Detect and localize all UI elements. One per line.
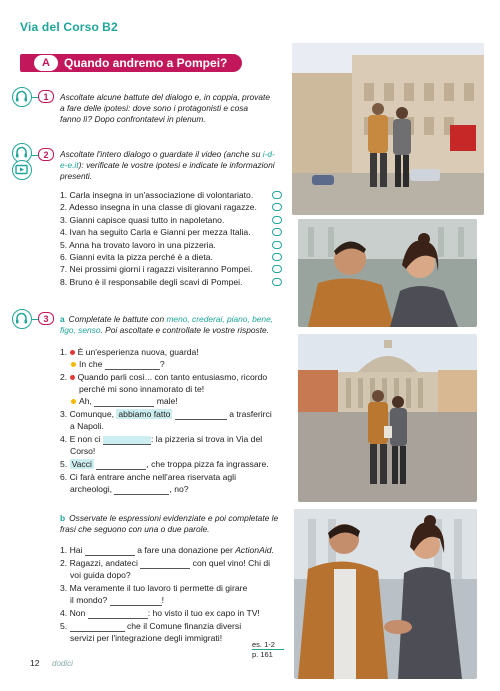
list-item: 4. Ivan ha seguito Carla e Gianni per mezza Italia.: [60, 227, 251, 238]
answer-blank[interactable]: [88, 610, 148, 619]
list-item: 5. Anna ha trovato lavoro in una pizzeria.: [60, 239, 216, 250]
speaker-dot-yellow: [71, 399, 76, 404]
line-text: , no?: [169, 484, 189, 494]
ex3a-line-3: [60, 409, 272, 420]
answer-checkbox[interactable]: [272, 241, 282, 249]
line-text: ?: [159, 359, 165, 369]
ex2-instruction-a: Ascoltate l'intero dialogo o guardate il video (anche su: [60, 149, 263, 159]
line-number: 5.: [60, 459, 68, 469]
ex3b-line-2-cont: voi guida dopo?: [70, 570, 131, 580]
line-text: !: [161, 595, 165, 605]
ex3a-text1: Completate le battute con: [68, 314, 167, 324]
ex3a-line-2: [60, 372, 267, 383]
line-text: con quel vino! Chi di: [192, 558, 271, 568]
section-title: Quando andremo a Pompei?: [64, 56, 228, 70]
ex3a-line-4: [60, 434, 262, 445]
line-number: 6.: [60, 472, 68, 482]
answer-blank[interactable]: [110, 595, 165, 606]
ex3a-line-1: [60, 347, 199, 358]
line-number: 3.: [60, 583, 68, 593]
line-number: 1.: [60, 545, 68, 555]
ex3a-line-2-cont: perché mi sono innamorato di te!: [79, 384, 205, 394]
ex1-instruction: Ascoltate alcune battute del dialogo e, in coppia, provate a fare delle ipotesi: dove sono i protagonisti e cosa fanno lì? Dopo confrontatevi in plenum.: [60, 92, 270, 125]
list-item: 8. Bruno è il responsabile degli scavi di Pompei.: [60, 276, 243, 287]
line-text: male!: [156, 396, 178, 406]
ex3b-line-5-cont: servizi per l'integrazione degli immigrati!: [70, 633, 223, 643]
answer-blank[interactable]: [85, 547, 135, 556]
ex3b-label: b: [60, 513, 66, 523]
line-number: 3.: [60, 409, 68, 419]
ex3a-line-5: [60, 459, 269, 470]
line-number: 2.: [60, 558, 68, 568]
line-text: a fare una donazione per: [137, 545, 236, 555]
photo-couple-walking-square: [292, 43, 484, 215]
ex3a-words: meno, crederai, piano, bene, figo, senso: [60, 314, 274, 336]
ex3b-line-1: 1. Hai a fare una donazione per ActionAid.: [60, 545, 274, 555]
line-number: 5.: [60, 621, 68, 631]
answer-blank[interactable]: [105, 361, 160, 370]
ex3a-line-2b: [71, 396, 178, 407]
line-text: : ho visto il tuo ex capo in TV!: [147, 608, 260, 618]
photo-couple-closeup: [298, 219, 477, 327]
answer-checkbox[interactable]: [272, 203, 282, 211]
ex3b-line-3: [60, 583, 247, 594]
ex3b-instruction: [60, 513, 285, 535]
audio-icon: [12, 309, 32, 329]
ex1-number: 1: [38, 90, 54, 103]
list-item: 1. Carla insegna in un'associazione di volontariato.: [60, 190, 254, 200]
line-text: il mondo?: [70, 595, 108, 605]
line-text: , che troppa pizza fa ingrassare.: [146, 459, 269, 469]
ex3a-line-3-cont: a Napoli.: [70, 421, 104, 431]
line-text: Ragazzi, andateci: [69, 558, 138, 568]
line-text: Non: [69, 608, 86, 618]
answer-blank[interactable]: [94, 398, 154, 407]
speaker-dot-red: [70, 375, 75, 380]
answer-blank[interactable]: [103, 436, 151, 445]
ex3a-line-1b: [71, 359, 165, 370]
exercise-reference-page: p. 161: [252, 649, 284, 659]
video-icon: [12, 160, 32, 180]
answer-checkbox[interactable]: [272, 191, 282, 199]
answer-blank[interactable]: [175, 411, 227, 420]
answer-checkbox[interactable]: [272, 216, 282, 224]
ex3-number: 3: [38, 312, 54, 325]
ex3a-label: a: [60, 314, 65, 324]
ex2-instruction-b: ): verificate le vostre ipotesi e indicate le informazioni presenti.: [60, 160, 275, 182]
series-level: B2: [102, 20, 118, 34]
page-number: 12: [30, 658, 40, 668]
ex2-link[interactable]: i-d-e-e.it: [60, 149, 275, 171]
line-text: Hai: [69, 545, 83, 555]
list-item: 2. Adesso insegna in una classe di giovani ragazze.: [60, 202, 257, 213]
line-text: che il Comune finanzia diversi: [126, 621, 242, 631]
answer-blank[interactable]: [96, 461, 146, 470]
list-item: 3. Gianni capisce quasi tutto in napoletano.: [60, 214, 225, 225]
line-text: Quando parli così... con tanto entusiasmo, ricordo: [77, 372, 268, 382]
series-name: Via del Corso: [20, 20, 100, 34]
line-text: a trasferirci: [229, 409, 272, 419]
exercise-reference-label: es. 1-2: [252, 640, 275, 649]
line-text-italic: ActionAid: [235, 545, 272, 555]
ex2-instruction: [60, 149, 275, 183]
exercise-reference: [252, 640, 284, 659]
ex3a-line-6: [60, 472, 236, 483]
ex3b-text: Osservate le espressioni evidenziate e poi completate le frasi che seguono con una o due parole.: [60, 513, 279, 535]
ex3b-line-5: [60, 621, 241, 632]
line-text: È un'esperienza nuova, guarda!: [77, 347, 199, 357]
line-number: 4.: [60, 434, 68, 444]
section-header: [20, 54, 242, 72]
line-text: Ma veramente il tuo lavoro ti permette di girare: [69, 583, 248, 593]
line-text: Ci farà entrare anche nell'area riservata agli: [69, 472, 237, 482]
line-text: : la pizzeria si trova in Via del: [151, 434, 263, 444]
ex3b-line-3-cont: [70, 595, 164, 606]
series-title: [20, 20, 118, 34]
highlighted-expression: Vacci: [71, 459, 92, 469]
audio-icon: [12, 87, 32, 107]
section-letter: A: [34, 55, 58, 71]
ex3a-instruction: [60, 314, 285, 336]
line-text: Comunque,: [69, 409, 114, 419]
ex3a-line-4-cont: Corso!: [70, 446, 96, 456]
line-text: Ah,: [79, 396, 92, 406]
answer-checkbox[interactable]: [272, 265, 282, 273]
line-number: 4.: [60, 608, 68, 618]
line-number: 2.: [60, 372, 68, 382]
answer-blank[interactable]: [70, 623, 125, 632]
answer-checkbox[interactable]: [272, 253, 282, 261]
answer-checkbox[interactable]: [272, 278, 282, 286]
answer-blank[interactable]: [140, 560, 190, 569]
photo-piazza-plebiscito: [298, 334, 477, 502]
list-item: 7. Nei prossimi giorni i ragazzi visiteranno Pompei.: [60, 264, 253, 275]
highlighted-expression: abbiamo fatto: [118, 409, 171, 419]
answer-checkbox[interactable]: [272, 228, 282, 236]
ex2-number: 2: [38, 148, 54, 161]
speaker-dot-red: [70, 350, 75, 355]
line-number: 1.: [60, 347, 68, 357]
answer-blank[interactable]: [114, 486, 169, 495]
ex3a-line-6-cont: [70, 484, 189, 495]
ex3a-text2: . Poi ascoltate e controllate le vostre risposte.: [100, 325, 270, 336]
photo-couple-talking: [294, 509, 477, 679]
line-text: E non ci: [69, 434, 101, 444]
page-number-word: dodici: [52, 659, 73, 668]
speaker-dot-yellow: [71, 362, 76, 367]
list-item: 6. Gianni evita la pizza perché è a dieta.: [60, 252, 213, 262]
ex3b-line-2: [60, 558, 270, 569]
line-text: In che: [79, 359, 103, 369]
ex3b-line-4: [60, 608, 260, 619]
line-text: archeologi,: [70, 484, 113, 494]
